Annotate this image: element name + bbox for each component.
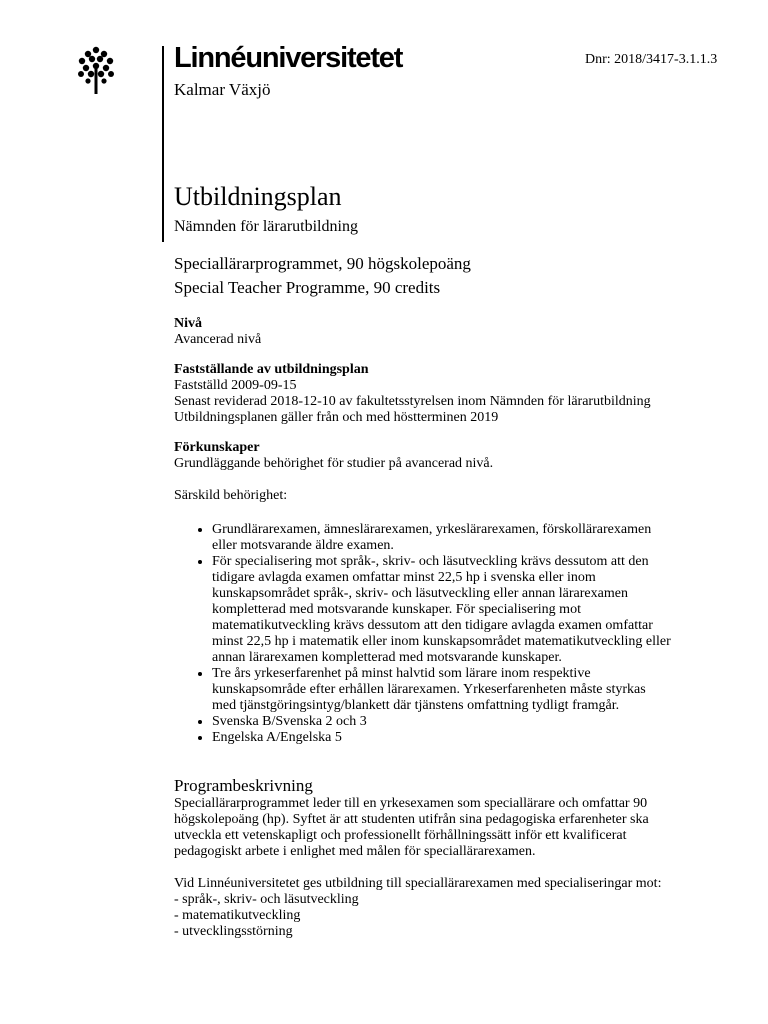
registration-number: Dnr: 2018/3417-3.1.1.3 (585, 52, 718, 67)
eligibility-list (174, 522, 694, 746)
level-value: Avancerad nivå (174, 332, 262, 347)
document-body (174, 182, 694, 940)
programme-name (174, 252, 694, 300)
list-item: • Svenska B/Svenska 2 och 3 (212, 714, 694, 730)
section-prerequisites (174, 440, 694, 746)
document-title: Utbildningsplan (174, 182, 342, 211)
establishment-line: Fastställd 2009-09-15 (174, 378, 297, 393)
specialisation-item: - matematikutveckling (174, 908, 301, 923)
establishment-line: Senast reviderad 2018-12-10 av fakultetsstyrelsen inom Nämnden för lärarutbildning (174, 394, 651, 409)
list-item: • För specialisering mot språk-, skriv- och läsutveckling krävs dessutom att den tidigare avlagda examen omfattar minst 22,5 hp i svenska eller inom kunskapsområdet språk-, skriv- och läsutveckling eller annan lärarexamen kompletterad med motsvarande kunskaper. För specialisering mot matematikutveckling krävs dessutom att den tidigare avlagda examen omfattar minst 22,5 hp i matematik eller inom kunskapsområdet matematikutveckling eller annan lärarexamen kompletterad med motsvarande kunskaper. (212, 554, 694, 666)
programme-name-swedish: Speciallärarprogrammet, 90 högskolepoäng (174, 254, 471, 273)
general-eligibility: Grundläggande behörighet för studier på avancerad nivå. (174, 456, 494, 471)
list-item: • Engelska A/Engelska 5 (212, 730, 694, 746)
specialisations-paragraph: Vid Linnéuniversitetet ges utbildning till speciallärarexamen med specialiseringar mot: - språk-, skriv- och läsutveckling - matematikutveckling - utvecklingsstörning (174, 876, 694, 940)
programme-description-paragraph: Speciallärarprogrammet leder till en yrkesexamen som speciallärare och omfattar 90 högskolepoäng (hp). Syftet är att studenten utifrån sina pedagogiska erfarenheter ska utveckla ett vetenskapligt och professionellt förhållningssätt inför ett kvalificerat pedagogiskt arbete i enlighet med målen för speciallärarexamen. (174, 796, 649, 859)
university-tree-logo (78, 46, 114, 94)
section-establishment (174, 362, 694, 426)
section-heading: Fastställande av utbildningsplan (174, 362, 369, 377)
section-heading: Förkunskaper (174, 440, 260, 455)
list-item: • Grundlärarexamen, ämneslärarexamen, yrkeslärarexamen, förskollärarexamen eller motsvarande äldre examen. (212, 522, 694, 554)
special-eligibility-label: Särskild behörighet: (174, 488, 288, 503)
campus-locations: Kalmar Växjö (174, 80, 271, 99)
board-name: Nämnden för lärarutbildning (174, 218, 358, 235)
university-name: Linnéuniversitetet (174, 42, 403, 74)
establishment-line: Utbildningsplanen gäller från och med höstterminen 2019 (174, 410, 499, 425)
programme-name-english: Special Teacher Programme, 90 credits (174, 278, 441, 297)
specialisation-item: - språk-, skriv- och läsutveckling (174, 892, 359, 907)
section-level (174, 316, 694, 348)
specialisation-item: - utvecklingsstörning (174, 924, 293, 939)
header-divider (162, 46, 164, 242)
section-heading: Nivå (174, 316, 202, 331)
list-item: • Tre års yrkeserfarenhet på minst halvtid som lärare inom respektive kunskapsområde efter erhållen lärarexamen. Yrkeserfarenheten måste styrkas med tjänstgöringsintyg/blankett där tjänstens omfattning tydligt framgår. (212, 666, 694, 714)
programme-description-heading: Programbeskrivning (174, 776, 313, 795)
